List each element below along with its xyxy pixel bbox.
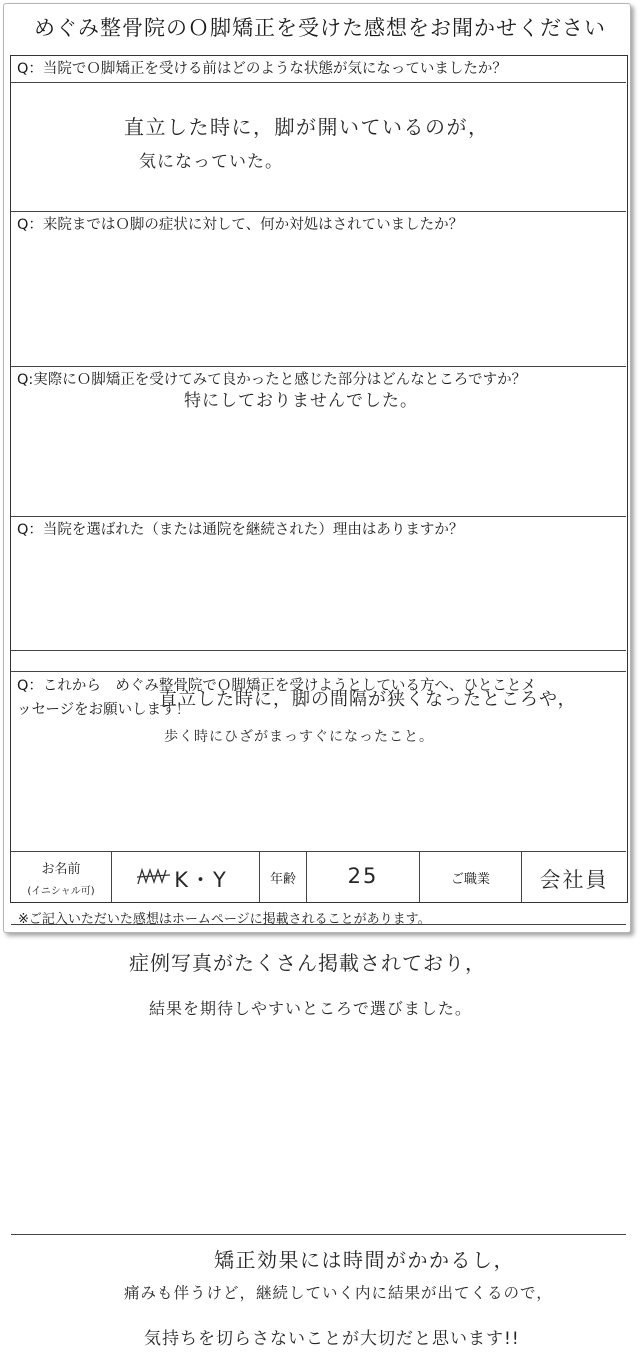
answer-5 [11, 1234, 626, 1362]
question-text: ッセージをお願いします！ [17, 702, 191, 718]
age-label: 年齢 [269, 872, 296, 887]
question-text: Q：来院まではＯ脚の症状に対して、何か対処はされていましたか？ [17, 217, 464, 233]
question-5 [11, 671, 626, 723]
question-3 [11, 366, 626, 392]
question-2 [11, 211, 626, 237]
handwritten-answer-line: 直立した時に，脚の間隔が狭くなったところや， [159, 689, 577, 710]
question-text: Q：これから めぐみ整骨院でＯ脚矯正を受けようとしている方へ、ひとことメ [17, 678, 536, 694]
handwritten-answer-line: 矯正効果には時間がかかるし， [214, 1248, 515, 1272]
answer-1 [11, 82, 626, 211]
name-label-cell [11, 852, 111, 902]
question-text: Q:実際にＯ脚矯正を受けてみて良かったと感じた部分はどんなところですか？ [17, 372, 527, 388]
handwritten-answer-line: 痛みも伴うけど，継続していく内に結果が出てくるので， [124, 1284, 553, 1302]
handwritten-answer-line: 気持ちを切らさないことが大切だと思います!! [144, 1329, 520, 1349]
age-label-cell [259, 852, 306, 902]
job-label-cell [419, 852, 521, 902]
name-value: K・Y [174, 868, 228, 892]
age-value-cell [306, 852, 419, 902]
job-label: ご職業 [450, 872, 490, 887]
handwritten-answer-line: 歩く時にひざがまっすぐになったこと。 [164, 729, 434, 745]
page-title: めぐみ整骨院のＯ脚矯正を受けた感想をお聞かせください [34, 16, 606, 40]
question-1 [11, 56, 626, 82]
name-label: お名前 [41, 862, 81, 877]
handwritten-answer-line: 結果を期待しやすいところで選びました。 [149, 999, 472, 1018]
question-text: Q：当院でＯ脚矯正を受ける前はどのような状態が気になっていましたか？ [17, 61, 507, 77]
question-4 [11, 516, 626, 542]
job-value-cell [521, 852, 626, 902]
footer-note: ※ご記入いただいた感想はホームページに掲載されることがあります。 [18, 912, 431, 927]
answer-4 [11, 924, 626, 1053]
respondent-info-row [11, 851, 626, 901]
handwritten-answer-line: 特にしておりませんでした。 [184, 391, 418, 411]
question-text: Q：当院を選ばれた（または通院を継続された）理由はありますか？ [17, 522, 464, 538]
job-value: 会社員 [539, 868, 609, 892]
handwritten-answer-line: 直立した時に，脚が開いているのが， [124, 115, 490, 139]
name-note: (イニシャル可) [27, 886, 95, 897]
handwritten-answer-line: 気になっていた。 [139, 152, 283, 172]
age-value: 25 [347, 864, 379, 888]
name-value-cell [111, 852, 259, 902]
handwritten-answer-line: 症例写真がたくさん掲載されており， [129, 951, 486, 975]
